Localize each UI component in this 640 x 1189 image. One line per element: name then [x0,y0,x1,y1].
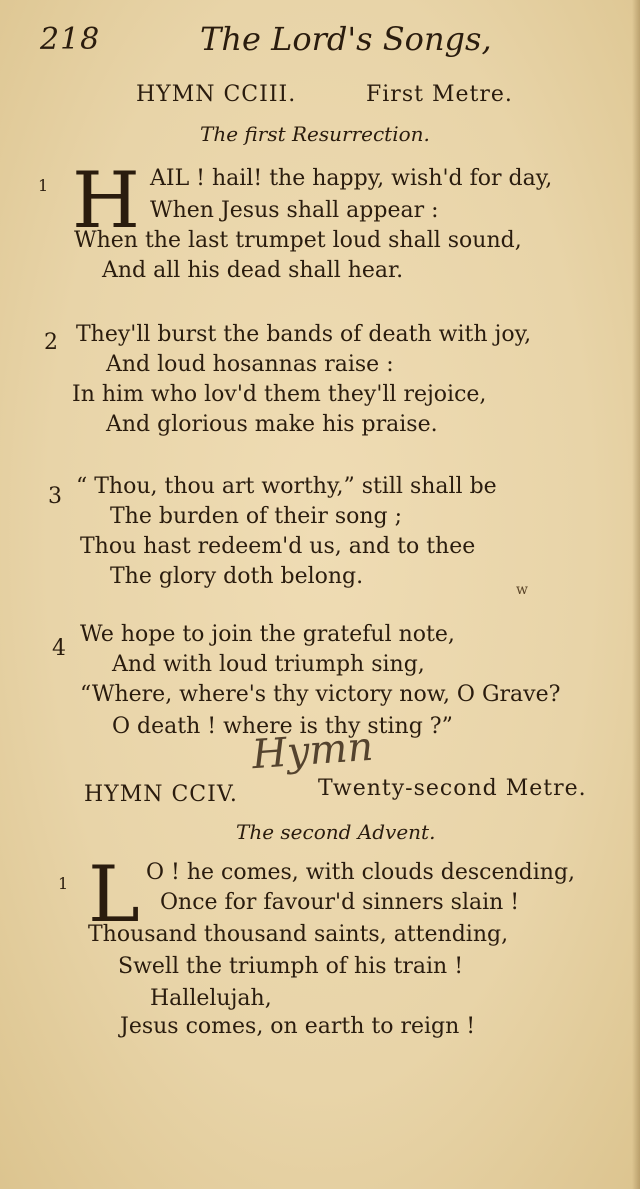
verse-line: And glorious make his praise. [106,412,438,437]
verse-line: Thousand thousand saints, attending, [88,922,509,947]
verse-line: Jesus comes, on earth to reign ! [120,1014,476,1039]
verse-line: Hallelujah, [150,986,272,1011]
verse-line: AIL ! hail! the happy, wish'd for day, [150,166,553,191]
margin-mark: w [516,582,528,598]
hymn-subtitle: The first Resurrection. [200,122,430,146]
verse-line: “Where, where's thy victory now, O Grave? [80,682,561,707]
hymn-metre: First Metre. [366,82,513,107]
verse-line: And loud hosannas raise : [106,352,394,377]
verse-line: “ Thou, thou art worthy,” still shall be [76,474,497,499]
verse-number: 1 [58,874,69,893]
hymn-heading: HYMN CCIII. [136,82,297,107]
verse-line: And all his dead shall hear. [102,258,404,283]
verse-number: 2 [44,330,58,355]
page-number: 218 [40,22,101,57]
verse-line: The burden of their song ; [110,504,403,529]
verse-line: O death ! where is thy sting ?” [112,714,453,739]
verse-number: 4 [52,636,66,661]
hymn-subtitle: The second Advent. [236,820,436,844]
drop-cap: L [88,850,140,940]
verse-number: 3 [48,484,62,509]
running-title: The Lord's Songs, [200,20,492,58]
verse-line: They'll burst the bands of death with joy, [76,322,532,347]
verse-line: Once for favour'd sinners slain ! [160,890,520,915]
verse-line: O ! he comes, with clouds descending, [146,860,576,885]
verse-line: The glory doth belong. [110,564,364,589]
verse-number: 1 [38,176,49,195]
verse-line: We hope to join the grateful note, [80,622,455,647]
drop-cap: H [72,156,141,246]
hymn-heading: HYMN CCIV. [84,782,238,807]
hymn-metre: Twenty-second Metre. [318,776,587,801]
verse-line: Thou hast redeem'd us, and to thee [80,534,476,559]
verse-line: Swell the triumph of his train ! [118,954,464,979]
verse-line: In him who lov'd them they'll rejoice, [72,382,487,407]
verse-line: When Jesus shall appear : [150,198,439,223]
verse-line: And with loud triumph sing, [112,652,425,677]
handwritten-annotation: Hymn [250,723,375,779]
page-edge-shadow [632,0,640,1189]
verse-line: When the last trumpet loud shall sound, [74,228,522,253]
